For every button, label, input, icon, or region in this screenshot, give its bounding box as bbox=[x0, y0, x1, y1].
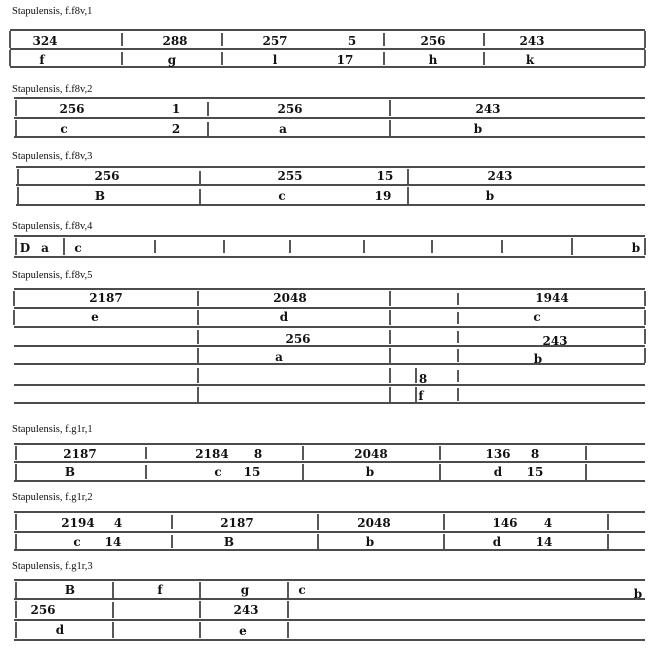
segment-label: 2187 bbox=[89, 291, 123, 305]
segment-label: 2187 bbox=[63, 447, 97, 461]
segment-label: e bbox=[91, 310, 99, 324]
segment-label: B bbox=[223, 535, 235, 549]
segment-label: 2184 bbox=[195, 447, 229, 461]
segment-label: 243 bbox=[519, 34, 545, 48]
segment-label: b bbox=[533, 352, 543, 366]
segment-label: h bbox=[428, 53, 438, 67]
segment-label: 256 bbox=[277, 102, 303, 116]
segment-label: B bbox=[94, 189, 106, 203]
segment-label: 243 bbox=[542, 334, 568, 348]
segment-label: 4 bbox=[113, 516, 123, 530]
segment-label: B bbox=[64, 583, 76, 597]
segment-label: D bbox=[19, 241, 31, 255]
segment-label: 255 bbox=[277, 169, 303, 183]
diagram-caption: Stapulensis, f.f8v,2 bbox=[12, 84, 93, 95]
segment-label: 8 bbox=[418, 372, 428, 386]
segment-label: 2194 bbox=[61, 516, 95, 530]
segment-label: 257 bbox=[262, 34, 288, 48]
segment-label: 19 bbox=[374, 189, 392, 203]
segment-label: 15 bbox=[243, 465, 261, 479]
segment-label: 14 bbox=[104, 535, 122, 549]
segment-label: 15 bbox=[526, 465, 544, 479]
segment-label: 2187 bbox=[220, 516, 254, 530]
segment-label: a bbox=[275, 350, 283, 364]
segment-label: c bbox=[298, 583, 306, 597]
segment-label: 8 bbox=[253, 447, 263, 461]
segment-label: 256 bbox=[285, 332, 311, 346]
segment-label: d bbox=[55, 623, 65, 637]
segment-label: 243 bbox=[233, 603, 259, 617]
segment-label: e bbox=[239, 624, 247, 638]
segment-label: d bbox=[493, 465, 503, 479]
segment-label: 14 bbox=[535, 535, 553, 549]
segment-label: 288 bbox=[162, 34, 188, 48]
diagram-caption: Stapulensis, f.g1r,2 bbox=[12, 492, 93, 503]
diagram-caption: Stapulensis, f.g1r,1 bbox=[12, 424, 93, 435]
segment-label: f bbox=[39, 53, 45, 67]
segment-label: 256 bbox=[30, 603, 56, 617]
segment-label: 136 bbox=[485, 447, 511, 461]
segment-label: c bbox=[214, 465, 222, 479]
segment-label: 256 bbox=[59, 102, 85, 116]
segment-label: c bbox=[60, 122, 68, 136]
segment-label: B bbox=[64, 465, 76, 479]
segment-label: b bbox=[633, 587, 643, 601]
segment-label: g bbox=[167, 53, 177, 67]
segment-label: a bbox=[279, 122, 287, 136]
segment-label: 243 bbox=[475, 102, 501, 116]
segment-label: 4 bbox=[543, 516, 553, 530]
segment-label: 17 bbox=[336, 53, 354, 67]
segment-label: b bbox=[365, 535, 375, 549]
segment-label: f bbox=[157, 583, 163, 597]
segment-label: 5 bbox=[347, 34, 357, 48]
segment-label: g bbox=[240, 583, 250, 597]
segment-label: b bbox=[473, 122, 483, 136]
segment-label: b bbox=[485, 189, 495, 203]
segment-label: 2048 bbox=[354, 447, 388, 461]
diagram-caption: Stapulensis, f.f8v,3 bbox=[12, 151, 93, 162]
segment-label: 2048 bbox=[273, 291, 307, 305]
segment-label: b bbox=[365, 465, 375, 479]
segment-label: 1944 bbox=[535, 291, 569, 305]
segment-label: 2048 bbox=[357, 516, 391, 530]
diagram-caption: Stapulensis, f.f8v,4 bbox=[12, 221, 93, 232]
segment-label: a bbox=[41, 241, 49, 255]
segment-label: k bbox=[525, 53, 535, 67]
segment-label: 8 bbox=[530, 447, 540, 461]
segment-label: b bbox=[631, 241, 641, 255]
segment-label: d bbox=[279, 310, 289, 324]
segment-label: 146 bbox=[492, 516, 518, 530]
segment-label: c bbox=[73, 535, 81, 549]
segment-label: 243 bbox=[487, 169, 513, 183]
segment-label: 324 bbox=[32, 34, 58, 48]
diagram-caption: Stapulensis, f.f8v,5 bbox=[12, 270, 93, 281]
segment-label: 256 bbox=[420, 34, 446, 48]
segment-label: c bbox=[533, 310, 541, 324]
segment-label: c bbox=[278, 189, 286, 203]
segment-label: d bbox=[492, 535, 502, 549]
segment-label: 15 bbox=[376, 169, 394, 183]
segment-label: 2 bbox=[171, 122, 181, 136]
diagram-caption: Stapulensis, f.f8v,1 bbox=[12, 6, 93, 17]
diagram-caption: Stapulensis, f.g1r,3 bbox=[12, 561, 93, 572]
segment-label: 256 bbox=[94, 169, 120, 183]
segment-label: c bbox=[74, 241, 82, 255]
segment-label: f bbox=[418, 389, 424, 403]
segment-label: 1 bbox=[171, 102, 181, 116]
segment-label: l bbox=[272, 53, 278, 67]
